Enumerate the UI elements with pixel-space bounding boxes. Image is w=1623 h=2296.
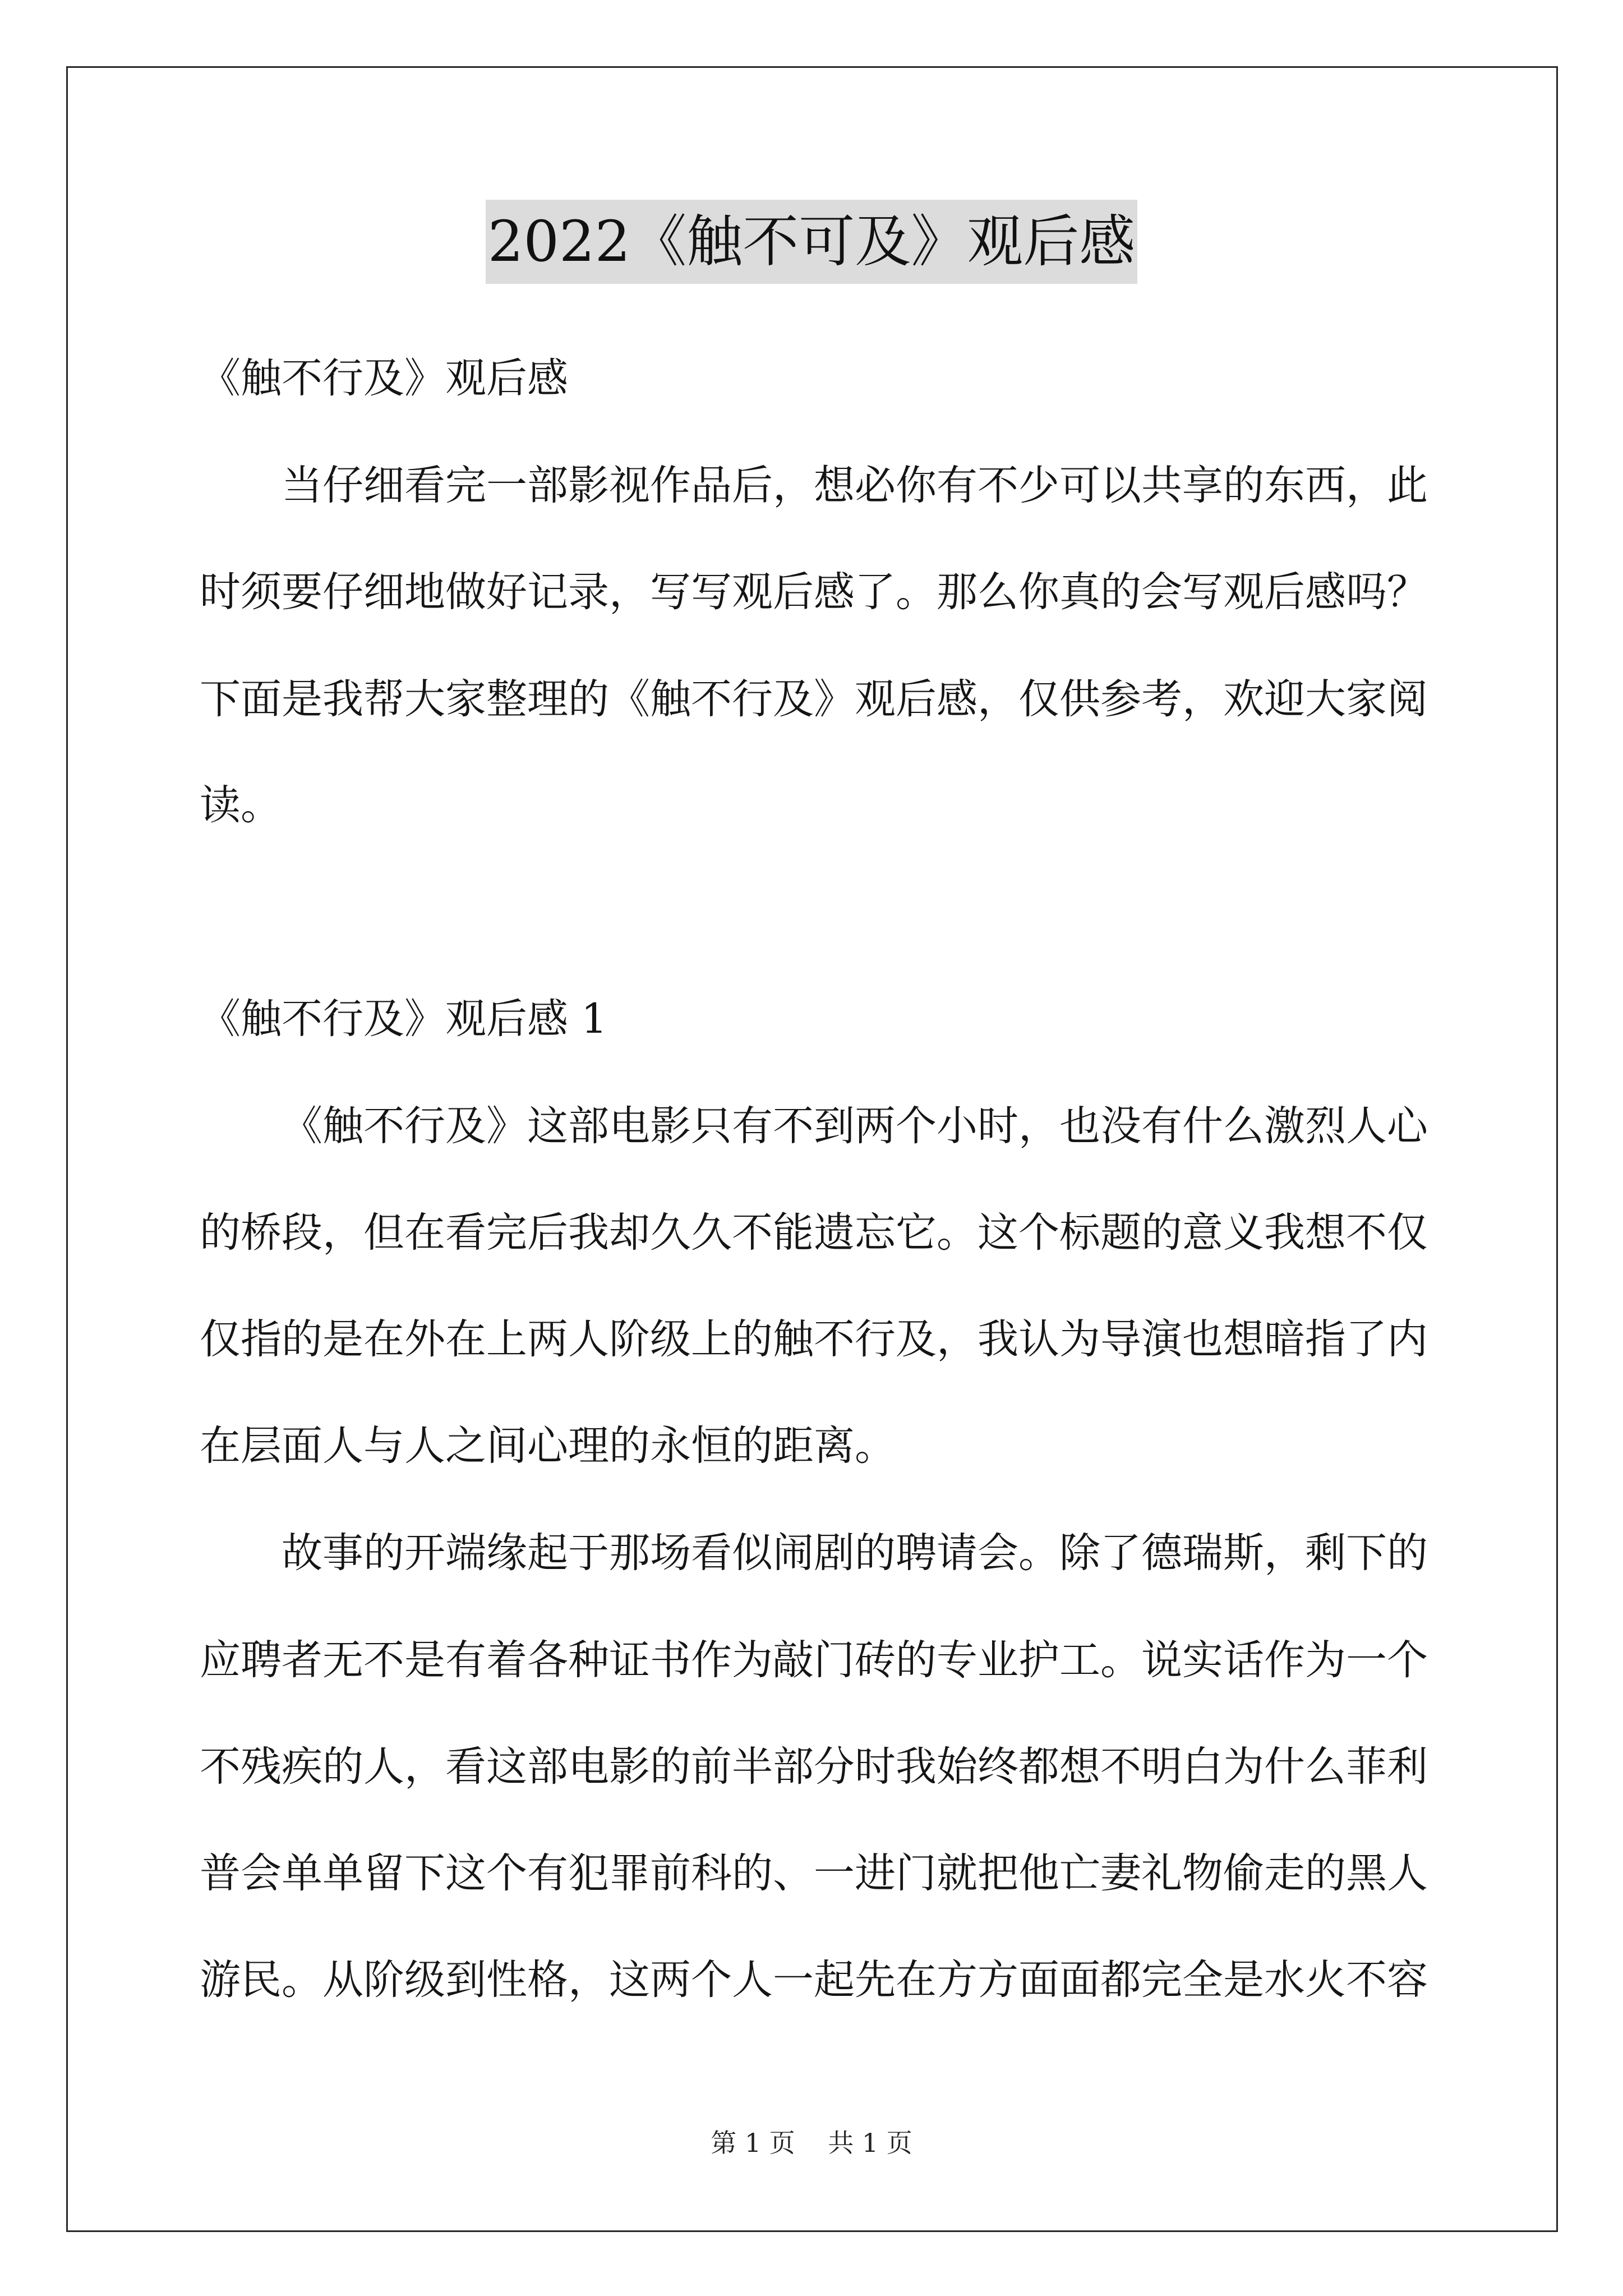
title-block — [0, 200, 1623, 284]
document-title: 2022《触不可及》观后感 — [486, 200, 1138, 284]
paragraph-line: 普会单单留下这个有犯罪前科的、一进门就把他亡妻礼物偷走的黑人 — [200, 1849, 1428, 1897]
paragraph-line: 不残疾的人，看这部电影的前半部分时我始终都想不明白为什么菲利 — [200, 1743, 1428, 1791]
section-heading: 《触不行及》观后感 1 — [200, 995, 607, 1043]
paragraph-line: 在层面人与人之间心理的永恒的距离。 — [200, 1422, 896, 1470]
paragraph-line: 的桥段，但在看完后我却久久不能遗忘它。这个标题的意义我想不仅 — [200, 1209, 1428, 1257]
paragraph-line: 应聘者无不是有着各种证书作为敲门砖的专业护工。说实话作为一个 — [200, 1636, 1428, 1684]
paragraph-line: 当仔细看完一部影视作品后，想必你有不少可以共享的东西，此 — [282, 462, 1428, 509]
page-number-footer: 第 1 页 共 1 页 — [711, 2128, 912, 2158]
paragraph-line: 读。 — [200, 781, 282, 829]
paragraph-line: 下面是我帮大家整理的《触不行及》观后感，仅供参考，欢迎大家阅 — [200, 675, 1428, 723]
paragraph-line: 仅指的是在外在上两人阶级上的触不行及，我认为导演也想暗指了内 — [200, 1315, 1428, 1363]
paragraph-line: 故事的开端缘起于那场看似闹剧的聘请会。除了德瑞斯，剩下的 — [282, 1529, 1428, 1577]
paragraph-line: 时须要仔细地做好记录，写写观后感了。那么你真的会写观后感吗？ — [200, 568, 1428, 616]
paragraph-line: 《触不行及》这部电影只有不到两个小时，也没有什么激烈人心 — [282, 1102, 1428, 1150]
intro-heading: 《触不行及》观后感 — [200, 355, 568, 402]
paragraph-line: 游民。从阶级到性格，这两个人一起先在方方面面都完全是水火不容 — [200, 1956, 1428, 2004]
